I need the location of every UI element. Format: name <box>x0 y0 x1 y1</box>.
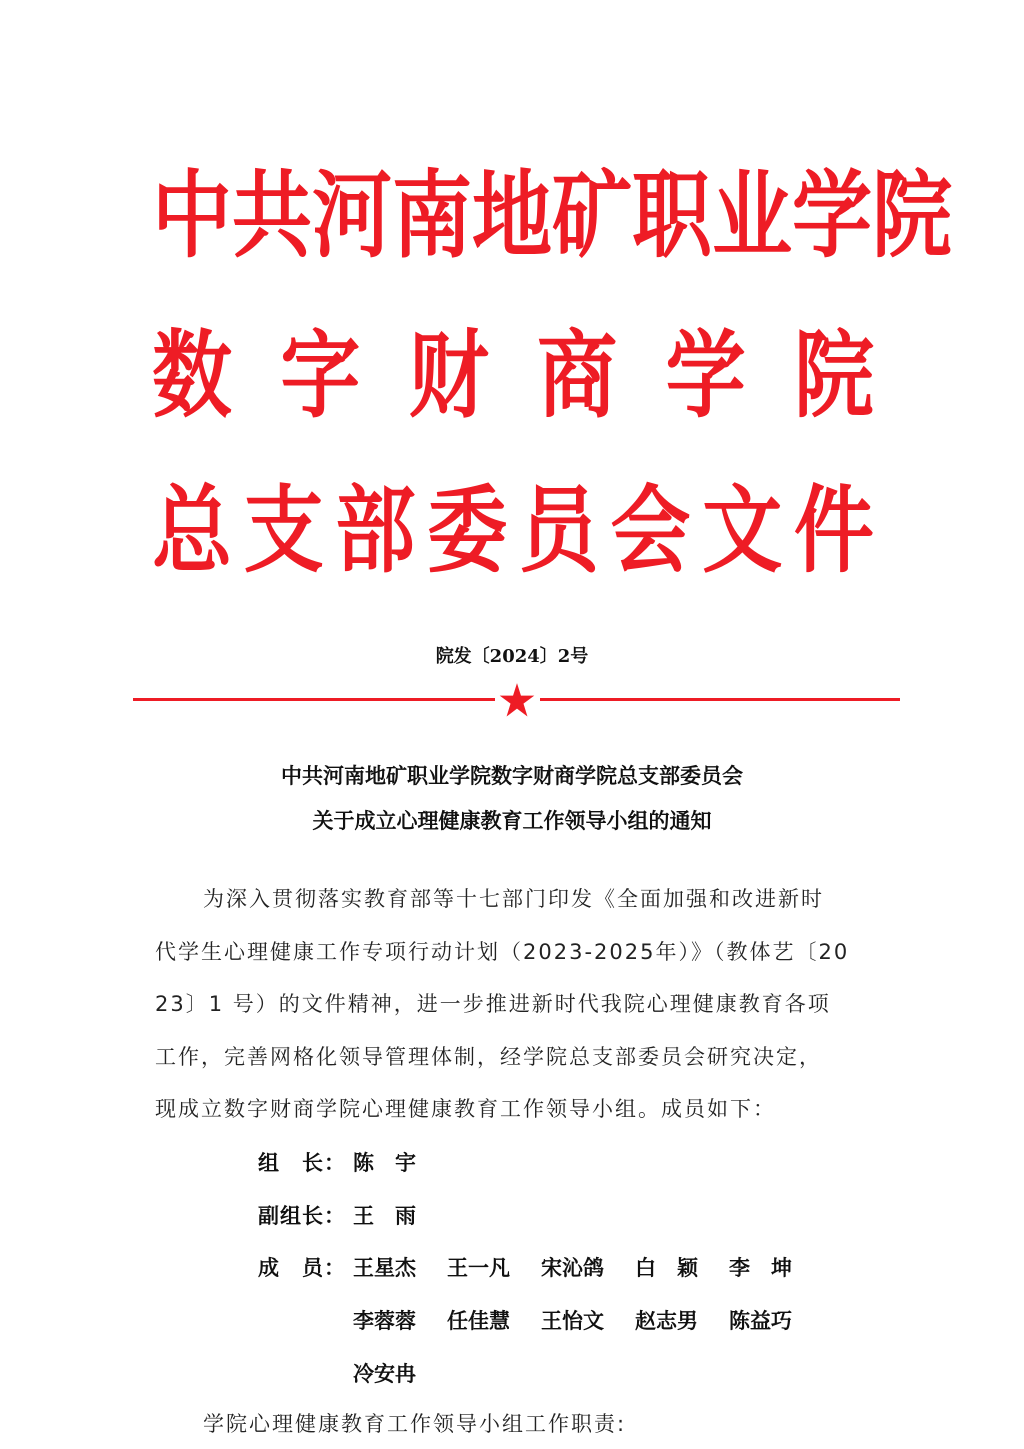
roster-row-members <box>353 1358 447 1388</box>
document-number: 院发〔2024〕2号 <box>435 646 589 667</box>
header-char: 财 <box>408 319 489 431</box>
header-char: 字 <box>280 319 361 431</box>
member-name: 王怡文 <box>541 1308 604 1333</box>
header-char: 员 <box>518 474 599 586</box>
header-char: 学 <box>665 319 746 431</box>
header-char: 学 <box>792 159 872 271</box>
member-name: 冷安冉 <box>353 1361 416 1386</box>
duties-heading: 学院心理健康教育工作领导小组工作职责: <box>203 1412 627 1436</box>
notice-title-line-1: 中共河南地矿职业学院数字财商学院总支部委员会 <box>281 763 743 788</box>
member-name: 王星杰 <box>353 1255 416 1280</box>
roster-row-deputy <box>258 1200 447 1230</box>
header-char: 业 <box>712 159 792 271</box>
header-char: 文 <box>702 474 783 586</box>
roster-row-members <box>258 1252 823 1282</box>
member-name: 赵志男 <box>635 1308 698 1333</box>
header-char: 共 <box>232 159 312 271</box>
member-name: 陈益巧 <box>729 1308 792 1333</box>
member-name: 任佳慧 <box>447 1308 510 1333</box>
red-rule-right <box>540 698 900 701</box>
header-char: 河 <box>312 159 392 271</box>
member-name: 李蓉蓉 <box>353 1308 416 1333</box>
header-line-1 <box>152 159 952 271</box>
deputy-label: 副组长： <box>258 1203 346 1228</box>
body-line: 23〕1 号）的文件精神，进一步推进新时代我院心理健康教育各项 <box>155 992 831 1016</box>
header-char: 支 <box>243 474 324 586</box>
body-paragraph <box>155 873 870 1136</box>
header-line-3 <box>152 474 874 586</box>
deputy-name: 王 雨 <box>353 1203 416 1228</box>
leader-name: 陈 宇 <box>353 1150 416 1175</box>
header-char: 商 <box>537 319 618 431</box>
header-char: 职 <box>632 159 712 271</box>
header-char: 会 <box>610 474 691 586</box>
body-line: 代学生心理健康工作专项行动计划（2023-2025年）》（教体艺〔20 <box>155 939 850 964</box>
leader-label: 组 长： <box>258 1150 346 1175</box>
member-name: 李 坤 <box>729 1255 792 1280</box>
body-line: 现成立数字财商学院心理健康教育工作领导小组。成员如下： <box>155 1097 776 1121</box>
header-char: 数 <box>152 319 232 431</box>
roster-row-leader <box>258 1147 447 1177</box>
member-name: 白 颖 <box>635 1255 698 1280</box>
header-char: 院 <box>872 159 952 271</box>
header-char: 院 <box>793 319 874 431</box>
header-char: 部 <box>335 474 416 586</box>
header-char: 委 <box>427 474 508 586</box>
header-char: 件 <box>793 474 874 586</box>
roster-row-members <box>353 1305 823 1335</box>
notice-title-line-2: 关于成立心理健康教育工作领导小组的通知 <box>312 808 712 833</box>
member-name: 王一凡 <box>447 1255 510 1280</box>
header-char: 南 <box>392 159 472 271</box>
body-line: 为深入贯彻落实教育部等十七部门印发《全面加强和改进新时 <box>203 887 824 911</box>
body-line: 工作，完善网格化领导管理体制，经学院总支部委员会研究决定， <box>155 1044 822 1069</box>
member-name: 宋沁鸽 <box>541 1255 604 1280</box>
members-label: 成 员： <box>258 1255 346 1280</box>
header-char: 地 <box>472 159 552 271</box>
header-char: 总 <box>152 474 232 586</box>
header-char: 中 <box>152 159 232 271</box>
star-icon <box>499 682 535 718</box>
red-rule-left <box>133 698 495 701</box>
header-char: 矿 <box>552 159 632 271</box>
header-line-2 <box>152 319 874 431</box>
